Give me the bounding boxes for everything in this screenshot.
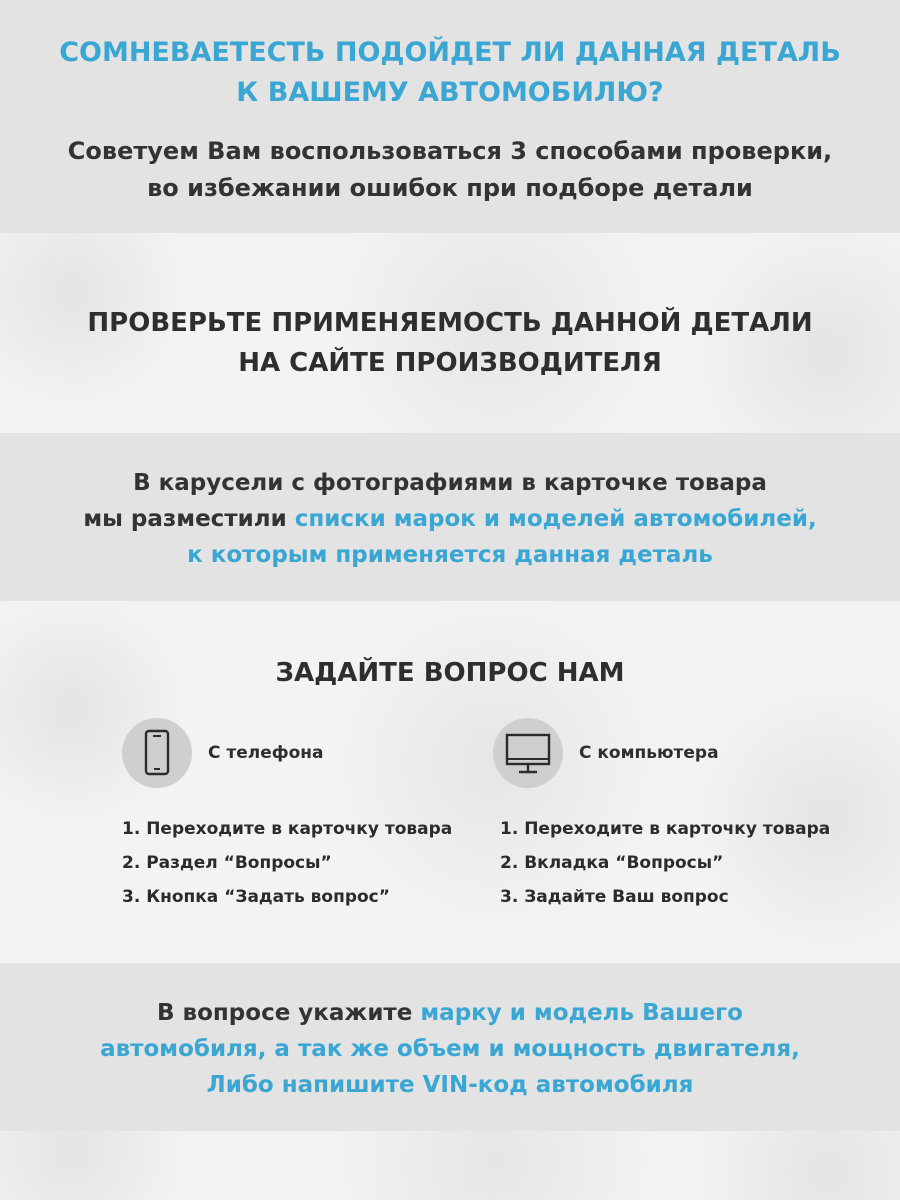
phone-step-1: 1. Переходите в карточку товара [122, 819, 453, 839]
main-title-line-1: СОМНЕВАЕТЕСТЬ ПОДОЙДЕТ ЛИ ДАННАЯ ДЕТАЛЬ [59, 37, 841, 68]
main-title [0, 33, 900, 113]
computer-step-2: 2. Вкладка “Вопросы” [500, 853, 724, 873]
subtitle-line-2: во избежании ошибок при подборе детали [147, 174, 753, 202]
carousel-text [0, 465, 900, 573]
footer-background [0, 1131, 900, 1200]
carousel-section [0, 433, 900, 601]
manufacturer-heading [0, 303, 900, 383]
question-line-1-plain: В вопросе укажите [157, 1000, 421, 1026]
question-section [0, 963, 900, 1131]
carousel-line-2 [0, 501, 900, 537]
manufacturer-section [0, 233, 900, 433]
manufacturer-line-1: ПРОВЕРЬТЕ ПРИМЕНЯЕМОСТЬ ДАННОЙ ДЕТАЛИ [87, 308, 813, 338]
phone-steps [122, 812, 452, 914]
question-line-3: Либо напишите VIN-код автомобиля [206, 1072, 694, 1098]
carousel-line-2-accent: списки марок и моделей автомобилей, [294, 506, 817, 532]
subtitle-line-1: Советуем Вам воспользоваться 3 способами проверки, [67, 137, 833, 165]
question-line-1 [0, 995, 900, 1031]
ask-title: ЗАДАЙТЕ ВОПРОС НАМ [275, 658, 625, 688]
computer-step-3: 3. Задайте Ваш вопрос [500, 887, 729, 907]
computer-label: С компьютера [579, 743, 719, 763]
main-title-line-2: К ВАШЕМУ АВТОМОБИЛЮ? [236, 77, 664, 108]
smartphone-icon [122, 718, 192, 788]
carousel-line-1: В карусели с фотографиями в карточке товара [133, 470, 767, 496]
computer-steps [500, 812, 830, 914]
monitor-icon [493, 718, 563, 788]
manufacturer-line-2: НА САЙТЕ ПРОИЗВОДИТЕЛЯ [238, 348, 662, 378]
carousel-line-3: к которым применяется данная деталь [187, 542, 713, 568]
phone-step-2: 2. Раздел “Вопросы” [122, 853, 332, 873]
question-line-1-accent: марку и модель Вашего [420, 1000, 743, 1026]
question-line-2: автомобиля, а так же объем и мощность двигателя, [100, 1036, 800, 1062]
ask-section [0, 601, 900, 963]
carousel-line-2-plain: мы разместили [83, 506, 295, 532]
computer-step-1: 1. Переходите в карточку товара [500, 819, 831, 839]
phone-label: С телефона [208, 743, 324, 763]
subtitle [0, 133, 900, 207]
phone-step-3: 3. Кнопка “Задать вопрос” [122, 887, 390, 907]
header-section [0, 0, 900, 233]
question-text [0, 995, 900, 1103]
